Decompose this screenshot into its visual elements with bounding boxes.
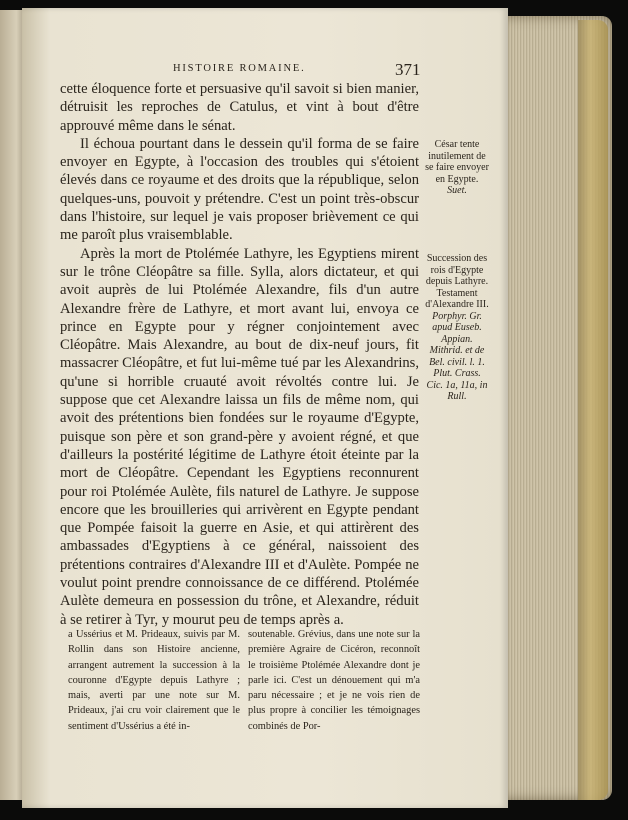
margin-note [424, 253, 490, 403]
paragraph: Après la mort de Ptolémée Lathyre, les Egyptiens mirent sur le trône Cléopâtre sa fille. Sylla, alors dictateur, et qui avoit auprès de lui Ptolémée Alexandre, fils d'un autre Alexandre frère de Lathyre, et mort avant lui, envoya ce prince en Egypte pour y régner conjointement avec Cléopâtre. Mais Alexandre, au bout de dix-neuf jours, fit massacrer Cléopâtre, et fut lui-même tué par les Alexandrins, qu'une si horrible cruauté avoit révoltés contre lui. Je suppose que cet Alexandre laissa un fils de même nom, qui avoit des prétentions bien fondées sur le royaume d'Egypte, puisque son père et son grand-père y avoient régné, et que d'ailleurs la postérité légitime de Lathyre étoit éteinte par la mort de Cléopâtre. Cependant les Egyptiens reconnurent pour roi Ptolémée Aulète, fils naturel de Lathyre. Je suppose encore que les brouilleries qui arrivèrent en Egypte pendant que Pompée faisoit la guerre en Asie, et qui attirèrent des ambassades d'Egyptiens à ce général, naissoient des prétentions contraires d'Alexandre III et d'Aulète. Pompée ne voulut point prendre connoissance de ce différend. Ptolémée Aulète demeura en possession du trône, et Alexandre, réduit à se retirer à Tyr, y mourut peu de temps après a. [60, 245, 419, 628]
footnote-text: a Ussérius et M. Prideaux, suivis par M. Rollin dans son Histoire ancienne, arrangent autrement la succession à la couronne d'Egypte depuis Lathyre ; mais, averti par une note sur M. Prideaux, j'ai cru voir clairement que le sentiment d'Ussérius a été in- [68, 629, 240, 732]
footnote-column-left [68, 627, 240, 734]
footnote-column-right [248, 627, 420, 734]
margin-note [424, 139, 490, 197]
margin-note-source: Suet. [447, 185, 467, 196]
book-cover-edge [578, 20, 608, 800]
margin-note-text: Succession des rois d'Egypte depuis Lathyre. Testament d'Alexandre III. [425, 253, 489, 310]
paragraph: Il échoua pourtant dans le dessein qu'il forma de se faire envoyer en Egypte, à l'occasion des troubles qui s'étoient élevés dans ce royaume et des droits que la république, selon quelques-uns, pouvoit y prétendre. C'est un point très-obscur dans l'histoire, sur lequel je vais proposer brièvement ce qui me paroît plus vraisemblable. [60, 135, 419, 244]
paragraph: cette éloquence forte et persuasive qu'il savoit si bien manier, détruisit les reproches de Catulus, et vint à bout d'être approuvé même dans le sénat. [60, 81, 419, 134]
main-text [60, 80, 419, 629]
margin-note-source: Porphyr. Gr. apud Euseb. Appian. Mithrid. et de Bel. civil. l. 1. Plut. Crass. Cic. 1a, 11a, in Rull. [426, 310, 488, 402]
footnote-text: soutenable. Grévius, dans une note sur la première Agraire de Cicéron, reconnoît le troisième Ptolémée Alexandre dont je parle ici. C'est un dénouement qui m'a paru nécessaire ; et je ne vois rien de plus propre à concilier les témoignages combinés de Por- [248, 629, 420, 732]
page-number: 371 [395, 60, 421, 79]
margin-note-text: César tente inutilement de se faire envoyer en Egypte. [425, 139, 489, 185]
running-title: HISTOIRE ROMAINE. [173, 63, 306, 74]
